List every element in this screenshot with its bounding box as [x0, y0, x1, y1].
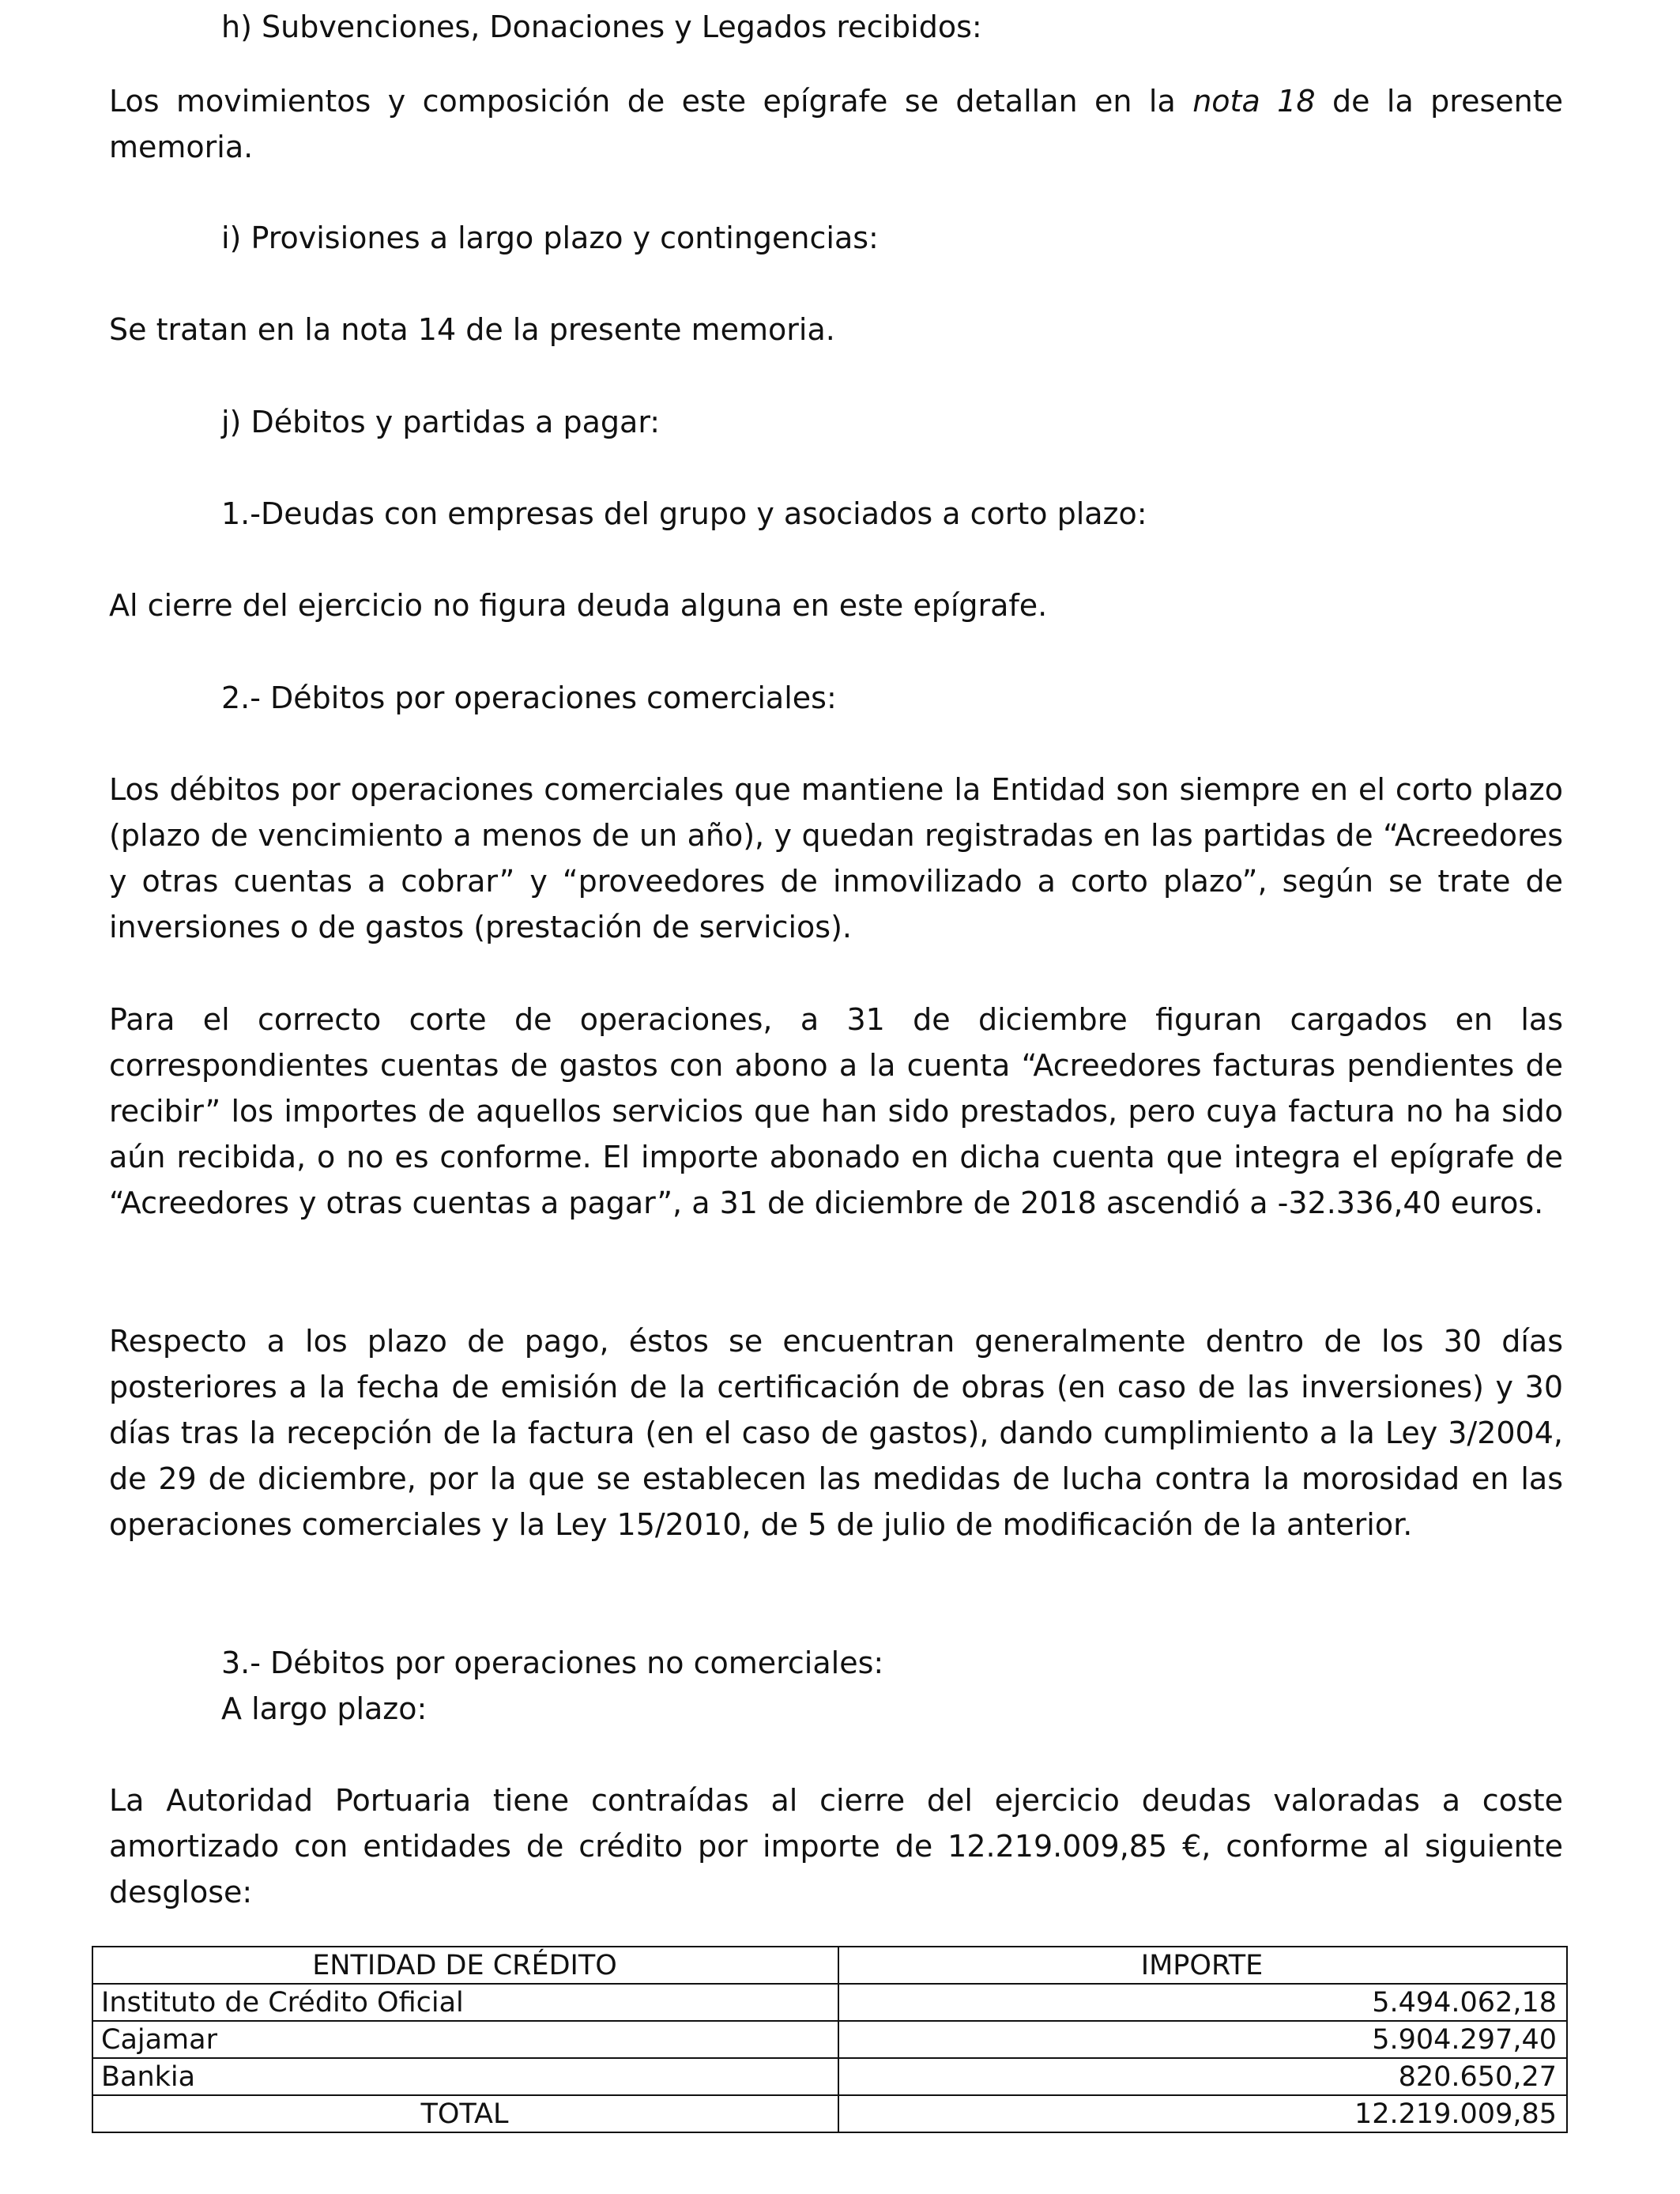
total-amount: 12.219.009,85 [838, 2095, 1567, 2132]
section-j3-subheading: A largo plazo: [221, 1691, 428, 1726]
section-j-heading: j) Débitos y partidas a pagar: [221, 405, 661, 439]
credit-entities-table [92, 1946, 1568, 2133]
section-j1-text: Al cierre del ejercicio no figura deuda alguna en este epígrafe. [109, 588, 1048, 623]
section-j2-paragraph-2: Para el correcto corte de operaciones, a 31 de diciembre figuran cargados en las correspondientes cuentas de gastos con abono a la cuenta “Acreedores facturas pendientes de recibir” los importes de aquellos servicios que han sido prestados, pero cuya factura no ha sido aún recibida, o no es conforme. El importe abonado en dicha cuenta que integra el epígrafe de “Acreedores y otras cuentas a pagar”, a 31 de diciembre de 2018 ascendió a -32.336,40 euros. [109, 1002, 1563, 1220]
section-h-text [109, 78, 1563, 170]
note-reference: nota 18 [1192, 84, 1316, 119]
section-i-text: Se tratan en la nota 14 de la presente memoria. [109, 312, 835, 347]
section-h-heading: h) Subvenciones, Donaciones y Legados recibidos: [221, 9, 982, 44]
section-j1-heading: 1.-Deudas con empresas del grupo y asociados a corto plazo: [221, 496, 1147, 531]
table-row [92, 2021, 1567, 2058]
section-j3-paragraph: La Autoridad Portuaria tiene contraídas al cierre del ejercicio deudas valoradas a coste amortizado con entidades de crédito por importe de 12.219.009,85 €, conforme al siguiente desglose: [109, 1783, 1563, 1909]
section-j3-heading: 3.- Débitos por operaciones no comerciales: [221, 1646, 884, 1680]
table-total-row [92, 2095, 1567, 2132]
section-i-heading: i) Provisiones a largo plazo y contingencias: [221, 221, 879, 255]
header-entity: ENTIDAD DE CRÉDITO [92, 1947, 838, 1984]
section-j2-paragraph-3: Respecto a los plazo de pago, éstos se encuentran generalmente dentro de los 30 días posteriores a la fecha de emisión de la certificación de obras (en caso de las inversiones) y 30 días tras la recepción de la factura (en el caso de gastos), dando cumplimiento a la Ley 3/2004, de 29 de diciembre, por la que se establecen las medidas de lucha contra la morosidad en las operaciones comerciales y la Ley 15/2010, de 5 de julio de modificación de la anterior. [109, 1324, 1563, 1542]
amount-cell: 820.650,27 [838, 2058, 1567, 2095]
section-h-text-after: de la presente memoria. [109, 84, 1563, 164]
amount-cell: 5.904.297,40 [838, 2021, 1567, 2058]
total-label: TOTAL [92, 2095, 838, 2132]
entity-cell: Cajamar [92, 2021, 838, 2058]
section-j2-heading: 2.- Débitos por operaciones comerciales: [221, 680, 837, 715]
entity-cell: Bankia [92, 2058, 838, 2095]
table-header-row [92, 1947, 1567, 1984]
table-row [92, 1984, 1567, 2021]
section-j2-paragraph-1: Los débitos por operaciones comerciales que mantiene la Entidad son siempre en el corto plazo (plazo de vencimiento a menos de un año), y quedan registradas en las partidas de “Acreedores y otras cuentas a cobrar” y “proveedores de inmovilizado a corto plazo”, según se trate de inversiones o de gastos (prestación de servicios). [109, 772, 1563, 944]
entity-cell: Instituto de Crédito Oficial [92, 1984, 838, 2021]
amount-cell: 5.494.062,18 [838, 1984, 1567, 2021]
section-h-text-before: Los movimientos y composición de este epígrafe se detallan en la [109, 84, 1193, 119]
table-row [92, 2058, 1567, 2095]
header-amount: IMPORTE [838, 1947, 1567, 1984]
